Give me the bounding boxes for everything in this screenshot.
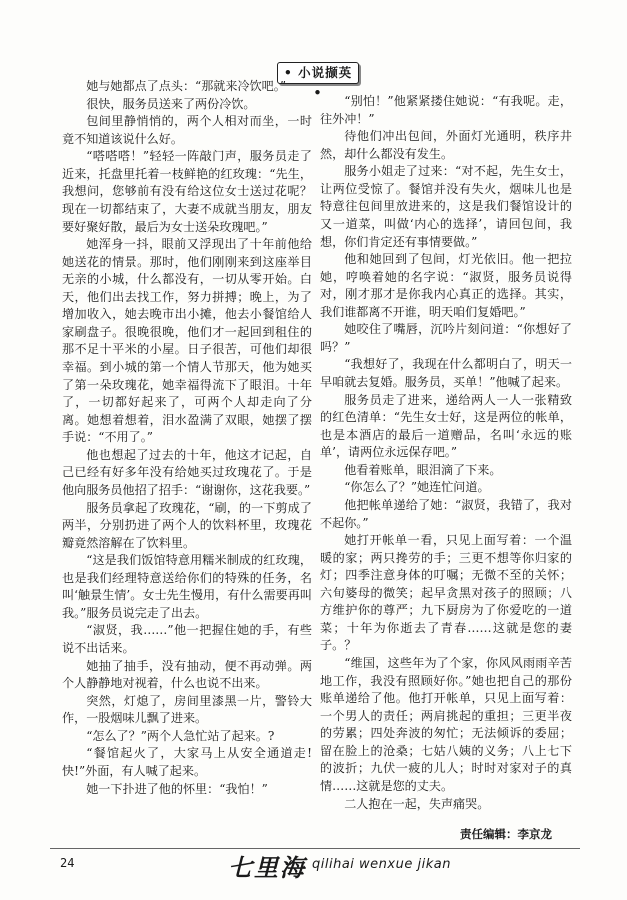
paragraph: 他也想起了过去的十年，他这才记起，自己已经有好多年没有给她买过玫瑰花了。于是他向服务员他招了招手：“谢谢你，这花我要。”	[62, 447, 312, 497]
paragraph: 包间里静悄悄的，两个人相对而坐，一时竟不知道该说什么好。	[62, 114, 312, 146]
paragraph: 很快，服务员送来了两份冷饮。	[86, 96, 256, 111]
paragraph: “维国，这些年为了个家，你风风雨雨辛苦地工作，我没有照顾好你。”她也把自己的那份账单递给了他。他打开帐单，只见上面写着：一个男人的责任；两肩挑起的重担；三更半夜的劳累；四处奔波的匆忙；无法倾诉的委屈；留在脸上的沧桑；七姑八姨的义务；八上七下的波折；九伏一疲的儿人；时时对家对子的真情……这就是您的丈夫。	[320, 656, 572, 793]
right-text-column	[320, 93, 572, 813]
paragraph: “我想好了，我现在什么都明白了，明天一早咱就去复婚。服务员，买单！”他喊了起来。	[320, 357, 572, 389]
paragraph: 她咬住了嘴唇，沉吟片刻问道：“你想好了吗？”	[320, 322, 572, 354]
paragraph: 她抽了抽手，没有抽动，便不再动弹。两个人静静地对视着，什么也说不出来。	[62, 658, 312, 691]
paragraph: 服务员走了进来，递给两人一人一张精致的红色清单：“先生女士好，这是两位的帐单，也是本酒店的最后一道赠品，名叫‘永远的账单’，请两位永远保存吧。”	[320, 392, 572, 460]
editor-credit: 责任编辑：李京龙	[460, 827, 552, 841]
paragraph: 她与她都点了点头：“那就来冷饮吧。”	[86, 79, 287, 93]
paragraph: “别怕！”他紧紧搂住她说：“有我呢。走，往外冲！”	[320, 94, 572, 126]
footer-divider	[50, 848, 580, 849]
paragraph: 他把帐单递给了她：“淑贤，我错了，我对不起你。”	[320, 497, 572, 530]
paragraph: 她打开帐单一看，只见上面写着：一个温暖的家；两只搀劳的手；三更不想等你归家的灯；四季注意身体的叮嘱；无微不至的关怀；六旬婆母的微笑；起早贪黑对孩子的照顾；八方维护你的尊严；九下厨房为了你爱吃的一道菜；十年为你逝去了青春……这就是您的妻子。？	[320, 533, 572, 653]
section-badge: • 小说撷英 •	[277, 62, 359, 84]
paragraph: “你怎么了？”她连忙问道。	[344, 480, 490, 495]
paragraph: 服务小姐走了过来：“对不起，先生女士，让两位受惊了。餐馆并没有失火，烟味儿也是特意往包间里放进来的，这是我们餐馆设计的又一道菜，叫做‘内心的选择’，请回包间，我想，你们肯定还有事情要做。”	[320, 164, 572, 249]
journal-logo: 七里海	[228, 853, 306, 882]
journal-pinyin: qilihai wenxue jikan	[312, 857, 451, 872]
paragraph: “这是我们饭馆特意用糯米制成的红玫瑰，也是我们经理特意送给你们的特殊的任务，名叫‘触景生情’。女士先生慢用，有什么需要再叫我。”服务员说完走了出去。	[62, 553, 312, 620]
paragraph: “淑贤，我……”他一把握住她的手，有些说不出话来。	[62, 623, 312, 655]
paragraph: 突然，灯熄了，房间里漆黑一片，警铃大作，一股烟味儿飘了进来。	[62, 693, 312, 726]
paragraph: 她浑身一抖，眼前又浮现出了十年前他给她送花的情景。那时，他们刚刚来到这座举目无亲的小城，什么都没有，一切从零开始。白天，他们出去找工作，努力拼搏；晚上，为了增加收入，她去晚市出小摊，他去小餐馆给人家刷盘子。很晚很晚，他们才一起回到租住的那不足十平米的小屋。日子很苦，可他们却很幸福。到小城的第一个情人节那天，他为她买了第一朵玫瑰花，她幸福得流下了眼泪。十年了，一切都好起来了，可两个人却走向了分离。她想着想着，泪水盈满了双眼，她摆了摆手说：“不用了。”	[62, 237, 312, 445]
paragraph: 服务员拿起了玫瑰花，“刷，的一下剪成了两半，分别扔进了两个人的饮料杯里，玫瑰花瓣竟然溶解在了饮料里。	[62, 500, 312, 550]
paragraph: 二人抱在一起，失声痛哭。	[344, 796, 490, 811]
paragraph: 他看着账单，眼泪滴了下来。	[344, 462, 502, 477]
paragraph: “嗒嗒嗒！”轻轻一阵敲门声，服务员走了近来，托盘里托着一枝鲜艳的红玫瑰：“先生，我想问，您够前有没有给这位女士送过花呢？现在一切都结束了，大妻不成就当朋友，朋友要好聚好散，最后为女士送朵玫瑰吧。”	[62, 149, 312, 234]
left-text-column	[62, 78, 312, 798]
paragraph: 他和她回到了包间，灯光依旧。他一把拉她，哼唤着她的名字说：“淑贤，服务员说得对，刚才那才是你我内心真正的选择。其实，我们谁都离不开谁，明天咱们复婚吧。”	[320, 252, 572, 319]
paragraph: “餐馆起火了，大家马上从安全通道走!快!”外面，有人喊了起来。	[62, 746, 312, 778]
paragraph: “怎么了？”两个人急忙站了起来。?	[86, 728, 275, 743]
paragraph: 待他们冲出包间，外面灯光通明，秩序井然，却什么都没有发生。	[320, 129, 572, 161]
paragraph: 她一下扑进了他的怀里：“我怕！”	[86, 781, 268, 796]
page-number: 24	[60, 856, 75, 870]
